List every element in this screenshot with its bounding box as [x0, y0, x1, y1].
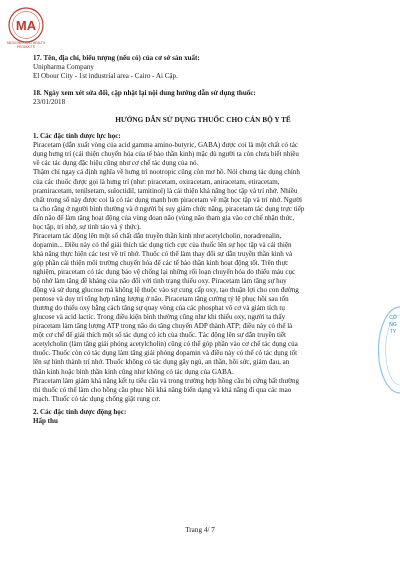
pharmacodynamics-text: [33, 141, 373, 403]
stamp-text: CÔNG TY: [389, 315, 397, 335]
text-line: Thậm chí ngay cả định nghĩa về hưng trí nootropic cũng còn mơ hồ. Nói chung tác dụng chính: [33, 168, 300, 177]
text-line: thương do thiếu oxy bằng cách tăng sự quay vòng của các phosphat vô cơ và giảm tích tụ: [33, 304, 285, 313]
text-line: học tập, trí nhớ, sự tỉnh táo và ý thức).: [33, 222, 142, 231]
text-line: đến não để làm tăng hoạt động của vùng đoan não (vùng não tham gia vào cơ chế nhận thức,: [33, 213, 295, 222]
text-line: Piracetam (dẫn xuất vòng của acid gamma amino-butyric, GABA) được coi là một chất có tác: [33, 141, 299, 150]
text-line: dopamin... Điều này có thể giải thích tác dụng tích cực của thuốc lên sự học tập và cải thiện: [33, 240, 292, 249]
manufacturer-name: Unipharma Company: [33, 63, 94, 72]
text-line: chất trong số này được coi là có tác dụng mạnh hơn piracetam về mặt học tập và trí nhớ. Người: [33, 195, 302, 204]
text-line: ta cho rằng ở người bình thường và ở người bị suy giảm chức năng, piracetam tác dụng trực tiếp: [33, 204, 305, 213]
text-line: piracetam làm tăng lượng ATP trong não do tăng chuyển ADP thành ATP; điều này có thể là: [33, 322, 293, 331]
logo-caption: MEDICINES AND HEALTH PRODUCTS: [6, 41, 46, 49]
text-line: thần kinh hoặc bình thần kinh cũng như không có tác dụng của GABA.: [33, 367, 234, 376]
professional-guide-heading: HƯỚNG DẪN SỬ DỤNG THUỐC CHO CÁN BỘ Y TẾ: [115, 115, 291, 125]
text-line: mạch. Thuốc có tác dụng chống giật rung cơ.: [33, 394, 161, 403]
text-line: động và sử dụng glucose mà không lệ thuộc vào sự cung cấp oxy, tạo thuận lợi cho con đường: [33, 286, 299, 295]
text-line: dụng hưng trí (cải thiện chuyển hóa của tế bào thần kinh) mặc dù người ta còn chưa biết nhiều: [33, 150, 299, 159]
text-line: glucose và acid lactic. Trong điều kiện bình thường cũng như khi thiếu oxy, người ta thấy: [33, 313, 286, 322]
text-line: góp phần cải thiện môi trường chuyển hóa để các tế bào thần kinh hoạt động tốt. Trên thực: [33, 258, 289, 267]
text-line: bộ nhờ làm tăng đề kháng của não đối với tình trạng thiếu oxy. Piracetam làm tăng sự huy: [33, 277, 287, 286]
absorption-subtitle: Hấp thu: [33, 416, 58, 425]
text-line: Piracetam tác động lên một số chất dẫn truyền thần kinh như acetylcholin, noradrenalin,: [33, 231, 282, 240]
text-line: của các thuốc được gọi là hưng trí (như: piracetam, oxiracetam, aniracetam, etiracetam,: [33, 177, 280, 186]
revision-date: 23/01/2018: [33, 98, 66, 107]
pharmacokinetics-title: 2. Các đặc tính dược động học:: [33, 407, 127, 416]
text-line: Piracetam làm giảm khả năng kết tụ tiểu cầu và trong trường hợp hồng cầu bị cứng bất thường: [33, 376, 300, 385]
section-18-title: 18. Ngày xem xét sửa đổi, cập nhật lại nội dung hướng dẫn sử dụng thuốc:: [33, 89, 256, 98]
text-line: lên sự hình thành trí nhớ. Thuốc không có tác dụng gây ngủ, an thần, hồi sức, giảm đau, an: [33, 358, 290, 367]
text-line: thuốc. Thuốc còn có tác dụng làm tăng giải phóng dopamin và điều này có thể có tác dụng tốt: [33, 349, 298, 358]
text-line: thì thuốc có thể làm cho hồng cầu phục hồi khả năng biến dạng và khả năng đi qua các mao: [33, 385, 292, 394]
pharmacodynamics-title: 1. Các đặc tính dược lực học:: [33, 132, 121, 141]
text-line: pentose và duy trì tổng hợp năng lượng ở não. Piracetam tăng cường tỷ lệ phục hồi sau tổn: [33, 295, 289, 304]
text-line: pramiracetam, tenilsetam, suloctidil, tamitinol) là cải thiện khả năng học tập và trí nhớ. Nhiều: [33, 186, 298, 195]
logo-letters: MA: [15, 18, 37, 33]
text-line: nghiệm, piracetam có tác dụng bảo vệ chống lại những rối loạn chuyển hóa do thiếu máu cục: [33, 267, 296, 276]
document-body: [33, 54, 373, 426]
text-line: một cơ chế để giải thích một số tác dụng có ích của thuốc. Tác động lên sự dẫn truyền tiết: [33, 331, 287, 340]
page-number: Trang 4/ 7: [185, 526, 215, 534]
text-line: acetylcholin (làm tăng giải phóng acetylcholin) cũng có thể góp phần vào cơ chế tác dụng của: [33, 340, 298, 349]
text-line: về các tác dụng đặc hiệu cũng như cơ chế tác dụng của nó.: [33, 159, 199, 168]
section-17-title: 17. Tên, địa chỉ, biểu tượng (nếu có) của cơ sở sản xuất:: [33, 54, 200, 62]
manufacturer-address: El Obour City - 1st industrial area - Cairo - Ai Cập.: [33, 72, 178, 81]
text-line: khả năng thực hiện các test về trí nhớ. Thuốc có thể làm thay đổi sự dẫn truyền thần kinh và: [33, 249, 293, 258]
